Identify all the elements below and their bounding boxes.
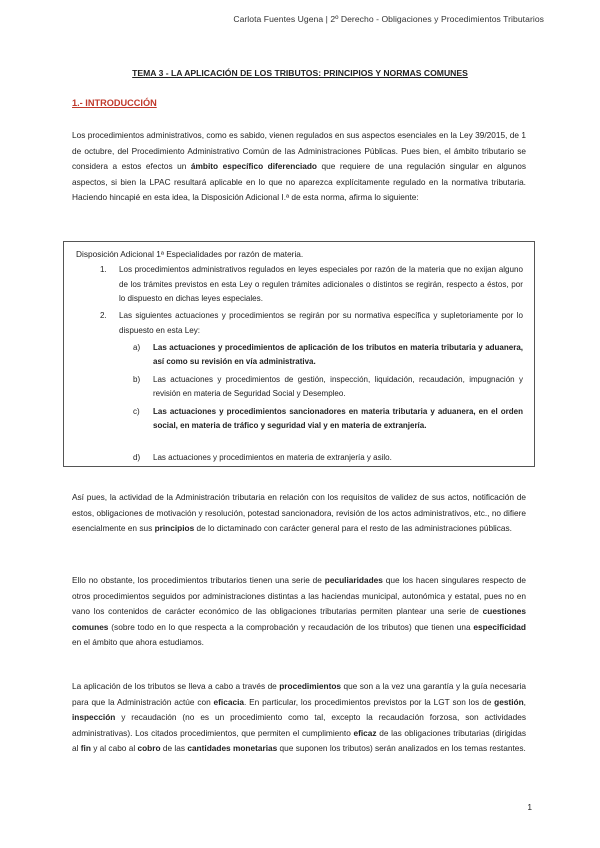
- provision-subitem-c: [153, 405, 523, 433]
- text-run: y al cabo al: [90, 743, 138, 753]
- text-run: de las: [160, 743, 188, 753]
- bold-run: Las actuaciones y procedimientos de aplicación de los tributos en materia tributaria y aduanera, así como su revisión en vía administrativa.: [153, 343, 523, 366]
- body-paragraph-3: [72, 573, 526, 651]
- bold-run: procedimientos: [279, 681, 342, 691]
- list-letter: a): [133, 343, 141, 352]
- text-run: ,: [523, 696, 526, 707]
- bold-run: peculiaridades: [324, 575, 383, 585]
- text-run: de las obligaciones tributarias (dirigidas al: [72, 727, 526, 753]
- list-number: 1.: [100, 265, 107, 274]
- text-run: que suponen los tributos) serán analizados en los temas restantes.: [277, 743, 526, 753]
- text-run: (sobre todo en lo que respecta a la comprobación y recaudación de los tributos) que tienen una: [108, 621, 474, 632]
- text-run: que son a la vez una garantía y la guía necesaria para que la Administración actúe con: [72, 681, 526, 707]
- running-header: Carlota Fuentes Ugena | 2º Derecho - Obligaciones y Procedimientos Tributarios: [233, 14, 544, 24]
- list-letter: d): [133, 453, 141, 462]
- bold-run: cantidades monetarias: [187, 743, 278, 753]
- bold-run: gestión: [494, 696, 524, 707]
- provision-item-2: Las siguientes actuaciones y procedimientos se regirán por su normativa específica y supletoriamente por lo dispuesto en esta Ley:: [119, 311, 523, 335]
- bold-run: cobro: [137, 743, 161, 753]
- provision-item-1: Los procedimientos administrativos regulados en leyes especiales por razón de la materia que no exijan alguno de los trámites previstos en esta Ley o regulen trámites adicionales o distintos se regirán, respecto a éstos, por lo dispuesto en dichas leyes especiales.: [119, 265, 523, 303]
- text-run: y recaudación (no es un procedimiento como tal, excepto la recaudación forzosa, son actividades administrativas). Los citados procedimientos, que permiten el cumplimiento: [72, 712, 526, 738]
- bold-run: cuestiones comunes: [72, 606, 526, 632]
- bold-run: Las actuaciones y procedimientos sancionadores en materia tributaria y aduanera, en el orden social, en materia de tráfico y seguridad vial y en materia de extranjería.: [153, 407, 523, 430]
- page-number: 1: [527, 802, 532, 812]
- bold-run: eficaz: [353, 727, 377, 738]
- text-run: Ello no obstante, los procedimientos tributarios tienen una serie de: [72, 575, 325, 585]
- bold-run: eficacia: [213, 696, 244, 707]
- text-run: La aplicación de los tributos se lleva a cabo a través de: [72, 681, 280, 691]
- bold-run: inspección: [72, 712, 116, 722]
- list-letter: b): [133, 375, 141, 384]
- bold-run: fin: [80, 743, 91, 753]
- intro-paragraph: [72, 128, 526, 206]
- body-paragraph-4: [72, 679, 526, 757]
- list-letter: c): [133, 407, 140, 416]
- text-run: . En particular, los procedimientos previstos por la LGT son los de: [244, 696, 495, 707]
- bold-run: principios: [154, 523, 195, 533]
- section-heading: 1.- INTRODUCCIÓN: [72, 98, 157, 108]
- text-run: Así pues, la actividad de la Administración tributaria en relación con los requisitos de validez de sus actos, notificación de estos, obligaciones de motivación y resolución, potestad sancionadora, revisión de los actos administrativos, etc., no difiere esencialmente en sus: [72, 492, 526, 533]
- bold-run: ámbito específico diferenciado: [190, 161, 317, 171]
- provision-subitem-a: [153, 341, 523, 369]
- list-number: 2.: [100, 311, 107, 320]
- body-paragraph-2: [72, 490, 526, 537]
- provision-title: Disposición Adicional 1ª Especialidades por razón de materia.: [76, 249, 304, 259]
- provision-subitem-d: Las actuaciones y procedimientos en materia de extranjería y asilo.: [153, 453, 392, 462]
- text-run: que los hacen singulares respecto de otros procedimientos seguidos por administraciones distintas a las haciendas municipal, autonómica y estatal, pues no en vano los contenidos de carácter económico de las obligaciones tributarias permiten plantear una serie de: [72, 575, 526, 616]
- document-title: TEMA 3 - LA APLICACIÓN DE LOS TRIBUTOS: PRINCIPIOS Y NORMAS COMUNES: [132, 68, 468, 78]
- bold-run: especificidad: [473, 621, 526, 632]
- quoted-provision-box: [63, 241, 535, 467]
- text-run: Los procedimientos administrativos, como es sabido, vienen regulados en sus aspectos esenciales en la Ley 39/2015, de 1 de octubre, del Procedimiento Administrativo Común de las Administraciones Públicas. Pues bien, el ámbito tributario se considera a estos efectos un: [72, 130, 526, 171]
- provision-subitem-b: Las actuaciones y procedimientos de gestión, inspección, liquidación, recaudación, impugnación y revisión en materia de Seguridad Social y Desempleo.: [153, 375, 523, 398]
- text-run: en el ámbito que ahora estudiamos.: [72, 637, 204, 647]
- text-run: de lo dictaminado con carácter general para el resto de las administraciones públicas.: [194, 523, 512, 533]
- text-run: que requiere de una regulación singular en algunos aspectos, si bien la LPAC resultará aplicable en lo que no aparezca explícitamente regulado en la normativa tributaria. Haciendo hincapié en esta idea, la Disposición Adicional I.ª de esta norma, afirma lo siguiente:: [72, 161, 526, 202]
